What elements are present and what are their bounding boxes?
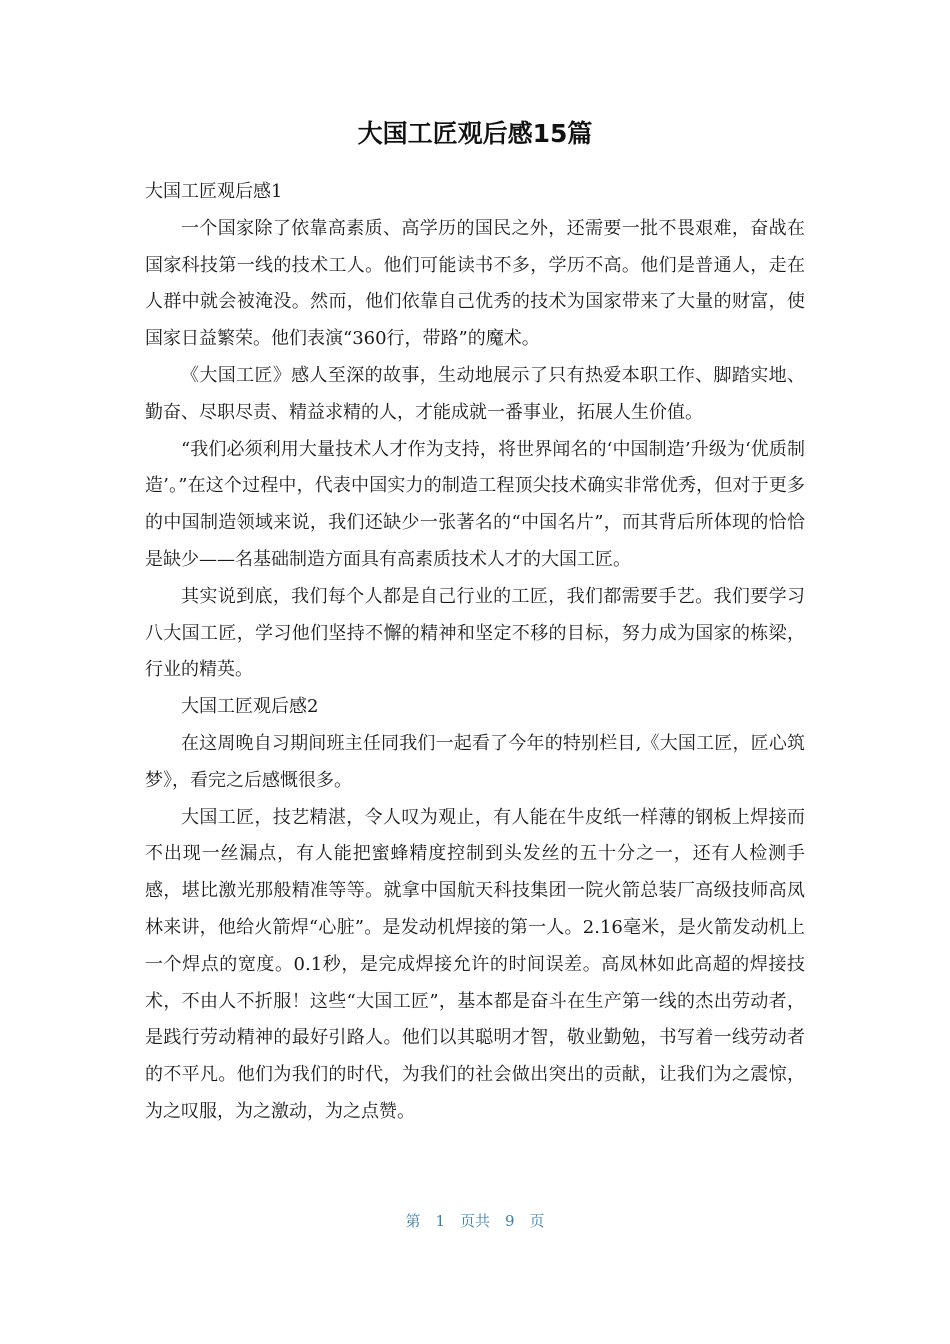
section-heading-1: 大国工匠观后感1 <box>145 181 283 202</box>
paragraph: 其实说到底，我们每个人都是自己行业的工匠，我们都需要手艺。我们要学习八大国工匠，学习他们坚持不懈的精神和坚定不移的目标，努力成为国家的栋梁，行业的精英。 <box>145 585 805 681</box>
paragraph: 大国工匠，技艺精湛，令人叹为观止，有人能在牛皮纸一样薄的钢板上焊接而不出现一丝漏点，有人能把蜜蜂精度控制到头发丝的五十分之一，还有人检测手感，堪比激光那般精准等等。就拿中国航天科技集团一院火箭总装厂高级技师高凤林来讲，他给火箭焊“心脏”。是发动机焊接的第一人。2.16毫米，是火箭发动机上一个焊点的宽度。0.1秒，是完成焊接允许的时间误差。高凤林如此高超的焊接技术，不由人不折服！这些“大国工匠”，基本都是奋斗在生产第一线的杰出劳动者，是践行劳动精神的最好引路人。他们以其聪明才智，敬业勤勉，书写着一线劳动者的不平凡。他们为我们的时代，为我们的社会做出突出的贡献，让我们为之震惊，为之叹服，为之激动，为之点赞。 <box>145 806 805 1122</box>
paragraph: “我们必须利用大量技术人才作为支持，将世界闻名的‘中国制造’升级为‘优质制造’。”在这个过程中，代表中国实力的制造工程顶尖技术确实非常优秀，但对于更多的中国制造领域来说，我们还缺少一张著名的“中国名片”，而其背后所体现的恰恰是缺少——名基础制造方面具有高素质技术人才的大国工匠。 <box>145 438 805 570</box>
paragraph: 在这周晚自习期间班主任同我们一起看了今年的特别栏目,《大国工匠，匠心筑梦》，看完之后感慨很多。 <box>145 732 805 791</box>
document-body <box>145 174 805 1131</box>
section-heading-2: 大国工匠观后感2 <box>181 696 319 718</box>
page-number-footer: 第 1 页共 9 页 <box>405 1212 545 1230</box>
paragraph: 《大国工匠》感人至深的故事，生动地展示了只有热爱本职工作、脚踏实地、勤奋、尽职尽责、精益求精的人，才能成就一番事业，拓展人生价值。 <box>145 364 805 423</box>
document-title: 大国工匠观后感15篇 <box>357 119 593 148</box>
paragraph: 一个国家除了依靠高素质、高学历的国民之外，还需要一批不畏艰难，奋战在国家科技第一线的技术工人。他们可能读书不多，学历不高。他们是普通人，走在人群中就会被淹没。然而，他们依靠自己优秀的技术为国家带来了大量的财富，使国家日益繁荣。他们表演“360行，带路”的魔术。 <box>145 217 805 350</box>
